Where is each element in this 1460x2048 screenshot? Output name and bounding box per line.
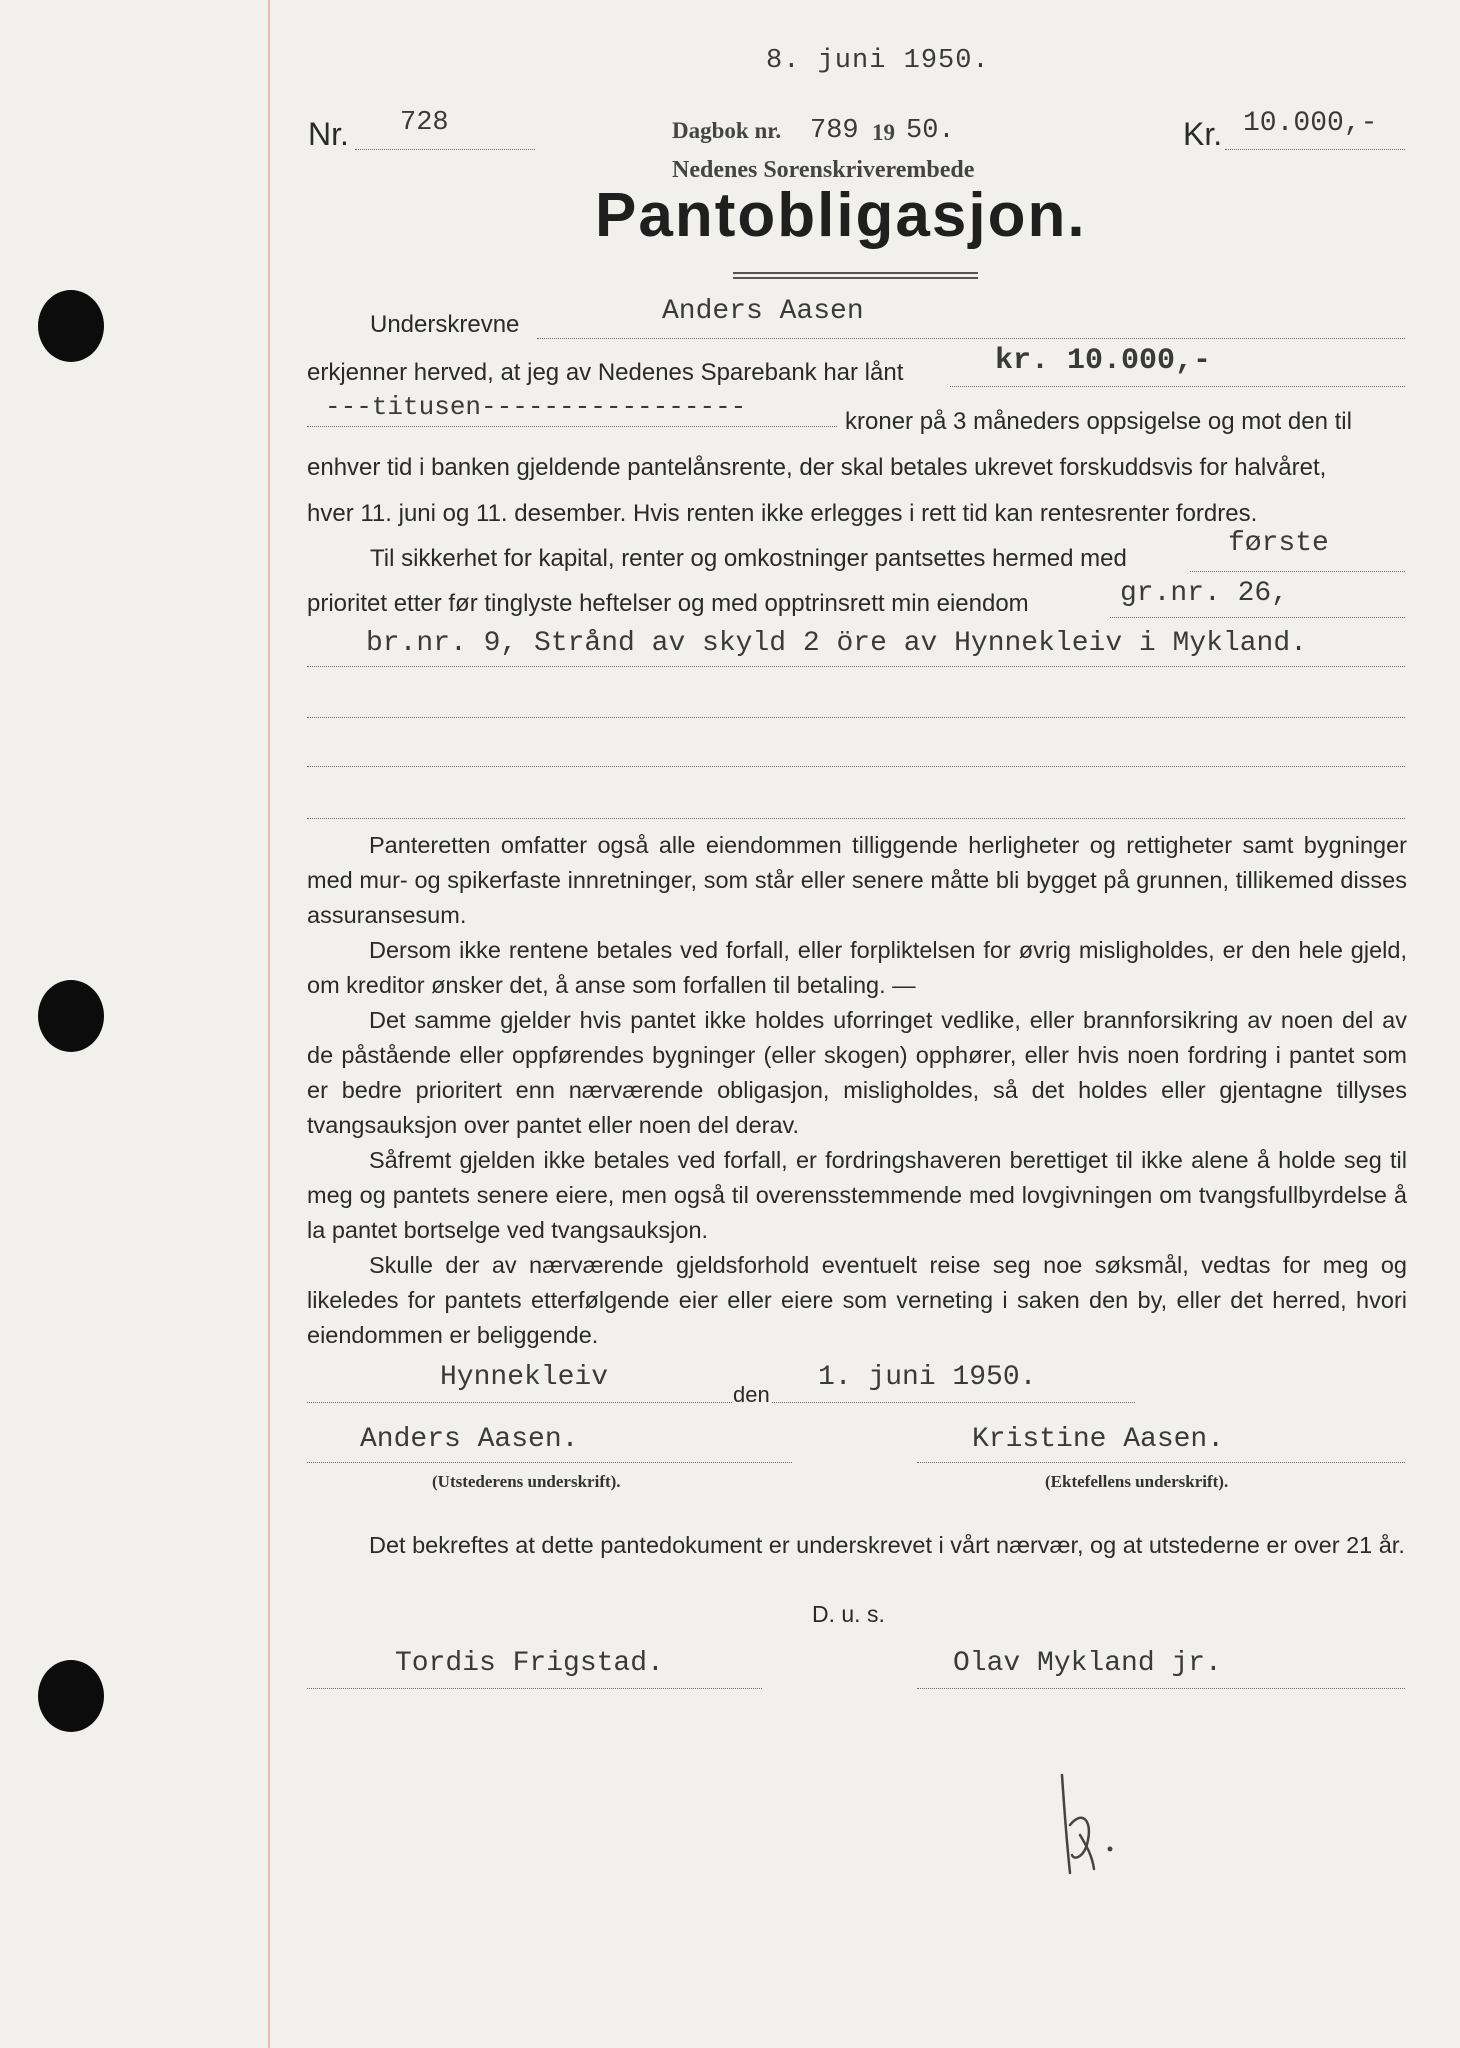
- document-title: Pantobligasjon.: [595, 181, 1087, 250]
- punch-hole-bottom: [38, 1660, 104, 1732]
- amount-in-words: ---titusen-----------------: [325, 392, 747, 422]
- paragraph-venue: Skulle der av nærværende gjeldsforhold eventuelt reise seg noe søksmål, vedtas for meg og likeledes for pantets etterfølgende eier eller eiere som verneting i saken den by, eller det herred, hvori eiendommen er beliggende.: [307, 1252, 1407, 1348]
- dagbok-label: Dagbok nr.: [672, 118, 782, 143]
- nr-label: Nr.: [308, 116, 349, 152]
- dagbok-year: 50.: [906, 116, 955, 146]
- property-rule-3: [307, 717, 1405, 718]
- punch-hole-middle: [38, 980, 104, 1052]
- signing-place-rule: [307, 1402, 732, 1403]
- property-gnr: gr.nr. 26,: [1120, 578, 1289, 609]
- loan-amount: kr. 10.000,-: [995, 344, 1212, 378]
- paragraph-default: Dersom ikke rentene betales ved forfall, eller forpliktelsen for øvrig misligholdes, er den hele gjeld, om kreditor ønsker det, å anse som forfallen til betaling. —: [307, 937, 1407, 998]
- kr-value: 10.000,-: [1243, 108, 1378, 139]
- signing-date-rule: [772, 1402, 1135, 1403]
- issuer-signature: Anders Aasen.: [360, 1424, 579, 1455]
- terms-line-2: enhver tid i banken gjeldende pantelånsrente, der skal betales ukrevet forskuddsvis for halvåret,: [307, 454, 1327, 481]
- security-line: Til sikkerhet for kapital, renter og omkostninger pantsettes hermed med: [370, 545, 1127, 572]
- title-underline-2: [733, 277, 978, 279]
- witness-1-rule: [307, 1688, 762, 1689]
- amount-words-rule: [307, 426, 837, 427]
- paragraph-maintenance: Det samme gjelder hvis pantet ikke holdes uforringet vedlike, eller brannforsikring av noen del av de påstående eller oppførendes bygninger (eller skogen) opphører, eller hvis noen fordring i pantet som er bedre prioritert enn nærværende obligasjon, misligholdes, så det holdes eller gjentagne tillyses tvangsauksjon over pantet eller noen del derav.: [307, 1007, 1407, 1138]
- property-rule-5: [307, 818, 1405, 819]
- witness-2-rule: [917, 1688, 1405, 1689]
- property-rule-4: [307, 766, 1405, 767]
- signing-place: Hynnekleiv: [440, 1362, 609, 1393]
- priority-rule: [1190, 571, 1405, 572]
- handwritten-initials: [1052, 1765, 1122, 1885]
- punch-hole-top: [38, 290, 104, 362]
- witness-statement-block: [307, 1528, 1407, 1563]
- dagbok-year-prefix: 19: [872, 120, 895, 145]
- margin-line: [268, 0, 270, 2048]
- undersigned-label: Underskrevne: [370, 311, 520, 338]
- priority-value: første: [1228, 528, 1329, 559]
- nr-value: 728: [400, 108, 449, 138]
- body-text: [307, 828, 1407, 1353]
- spouse-caption: (Ektefellens underskrift).: [1045, 1472, 1229, 1491]
- issuer-rule: [307, 1462, 792, 1463]
- property-line: prioritet etter før tinglyste heftelser og med opptrinsrett min eiendom: [307, 590, 1029, 617]
- property-description: br.nr. 9, Strånd av skyld 2 öre av Hynnekleiv i Mykland.: [366, 628, 1307, 659]
- spouse-rule: [917, 1462, 1405, 1463]
- dagbok-number: 789: [810, 116, 859, 146]
- paragraph-lien-scope: Panteretten omfatter også alle eiendommen tilliggende herligheter og rettigheter samt bygninger med mur- og spikerfaste innretninger, som står eller senere måtte bli bygget på grunnen, tillikemed disses assuransesum.: [307, 832, 1407, 928]
- property-rule-2: [307, 666, 1405, 667]
- title-underline-1: [733, 272, 978, 274]
- date-stamp: 8. juni 1950.: [766, 46, 990, 76]
- issuer-caption: (Utstederens underskrift).: [432, 1472, 621, 1491]
- kr-label: Kr.: [1183, 116, 1223, 152]
- loan-statement: erkjenner herved, at jeg av Nedenes Sparebank har lånt: [307, 359, 904, 386]
- witness-statement: Det bekreftes at dette pantedokument er underskrevet i vårt nærvær, og at utstederne er over 21 år.: [369, 1532, 1405, 1558]
- den-label: den: [733, 1382, 770, 1407]
- loan-amount-rule: [950, 386, 1405, 387]
- terms-line-3: hver 11. juni og 11. desember. Hvis renten ikke erlegges i rett tid kan rentesrenter fordres.: [307, 500, 1258, 527]
- terms-line-1: kroner på 3 måneders oppsigelse og mot den til: [845, 408, 1352, 435]
- property-rule-1: [1110, 617, 1405, 618]
- dus-label: D. u. s.: [812, 1601, 885, 1627]
- signing-date: 1. juni 1950.: [818, 1362, 1037, 1393]
- undersigned-rule: [537, 338, 1405, 339]
- witness-1-signature: Tordis Frigstad.: [395, 1648, 664, 1679]
- kr-rule: [1225, 149, 1405, 150]
- undersigned-name: Anders Aasen: [662, 296, 864, 327]
- nr-rule: [355, 149, 535, 150]
- spouse-signature: Kristine Aasen.: [972, 1424, 1225, 1455]
- paragraph-enforcement: Såfremt gjelden ikke betales ved forfall, er fordringshaveren berettiget til ikke alene å holde seg til meg og pantets senere eiere, men også til overensstemmende med lovgivningen om tvangsfullbyrdelse å la pantet bortselge ved tvangsauksjon.: [307, 1147, 1407, 1243]
- office-stamp: Nedenes Sorenskriverembede: [672, 157, 975, 183]
- witness-2-signature: Olav Mykland jr.: [953, 1648, 1222, 1679]
